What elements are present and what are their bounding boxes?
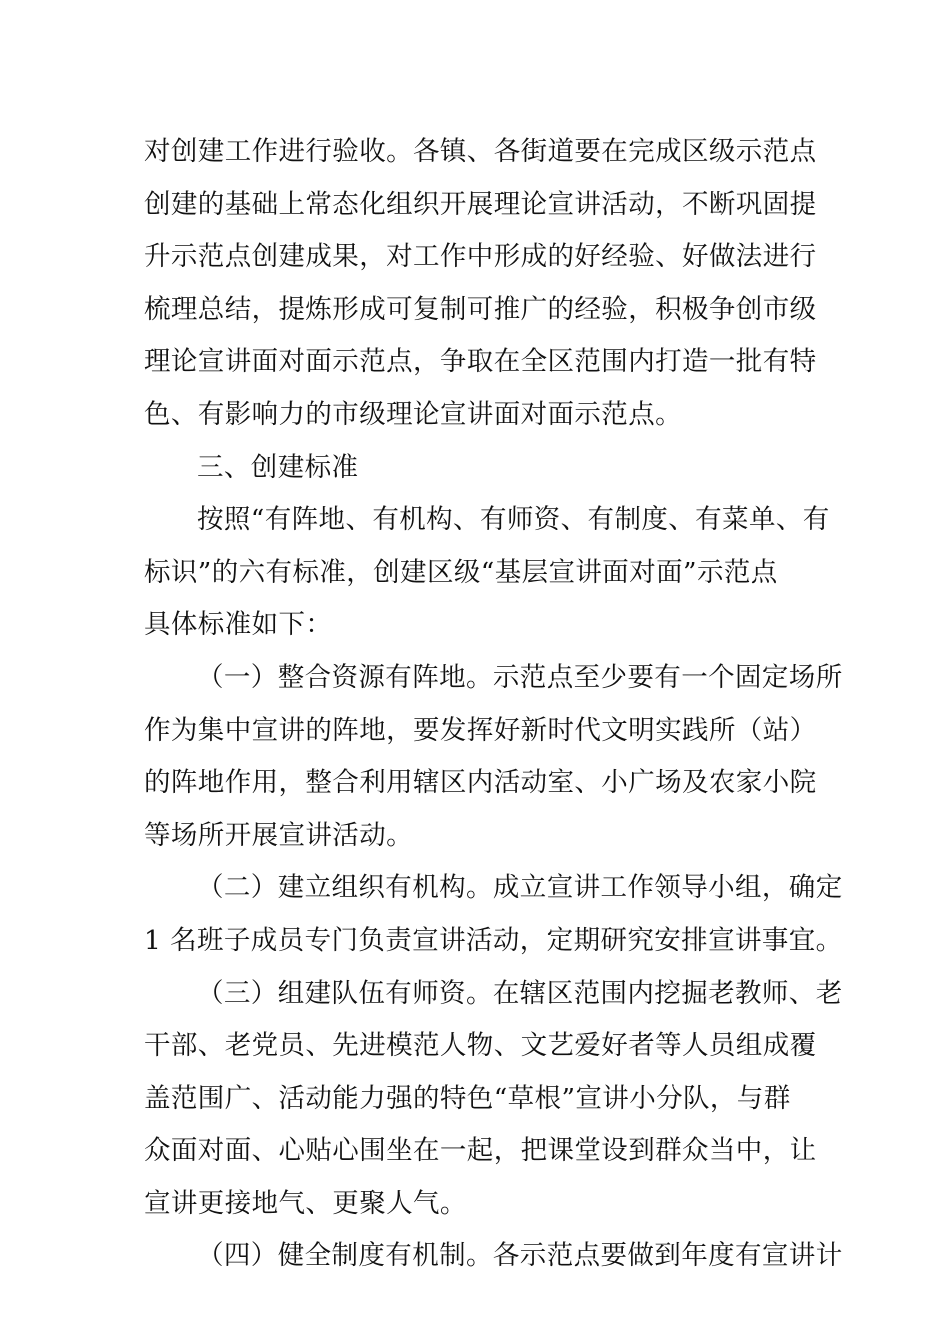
text-line: 理论宣讲面对面示范点，争取在全区范围内打造一批有特: [144, 346, 817, 378]
text-line: 的阵地作用，整合利用辖区内活动室、小广场及农家小院: [144, 767, 817, 799]
text-line: 升示范点创建成果，对工作中形成的好经验、好做法进行: [144, 241, 817, 273]
text-line: 众面对面、心贴心围坐在一起，把课堂设到群众当中，让: [144, 1135, 817, 1167]
text-line: 按照“有阵地、有机构、有师资、有制度、有菜单、有: [197, 504, 830, 536]
text-line: 具体标准如下：: [144, 609, 333, 641]
text-line: （三）组建队伍有师资。在辖区范围内挖掘老教师、老: [197, 977, 843, 1009]
text-line: 标识”的六有标准，创建区级“基层宣讲面对面”示范点: [144, 556, 778, 588]
text-line: 色、有影响力的市级理论宣讲面对面示范点。: [144, 398, 682, 430]
text-line: 等场所开展宣讲活动。: [144, 819, 413, 851]
text-line: 宣讲更接地气、更聚人气。: [144, 1187, 467, 1219]
text-line: 创建的基础上常态化组织开展理论宣讲活动，不断巩固提: [144, 188, 817, 220]
body-text: [144, 126, 843, 1283]
text-line: 对创建工作进行验收。各镇、各街道要在完成区级示范点: [144, 136, 817, 167]
text-line: 干部、老党员、先进模范人物、文艺爱好者等人员组成覆: [144, 1030, 817, 1062]
text-line: 梳理总结，提炼形成可复制可推广的经验，积极争创市级: [144, 293, 817, 325]
text-line: （四）健全制度有机制。各示范点要做到年度有宣讲计: [197, 1240, 843, 1272]
text-line: （二）建立组织有机构。成立宣讲工作领导小组，确定: [197, 872, 843, 904]
text-line: （一）整合资源有阵地。示范点至少要有一个固定场所: [197, 661, 843, 693]
text-line: 盖范围广、活动能力强的特色“草根”宣讲小分队，与群: [144, 1082, 791, 1114]
section-heading: 三、创建标准: [197, 451, 359, 483]
text-line: 1 名班子成员专门负责宣讲活动，定期研究安排宣讲事宜。: [144, 924, 843, 956]
text-line: 作为集中宣讲的阵地，要发挥好新时代文明实践所（站）: [144, 714, 817, 746]
